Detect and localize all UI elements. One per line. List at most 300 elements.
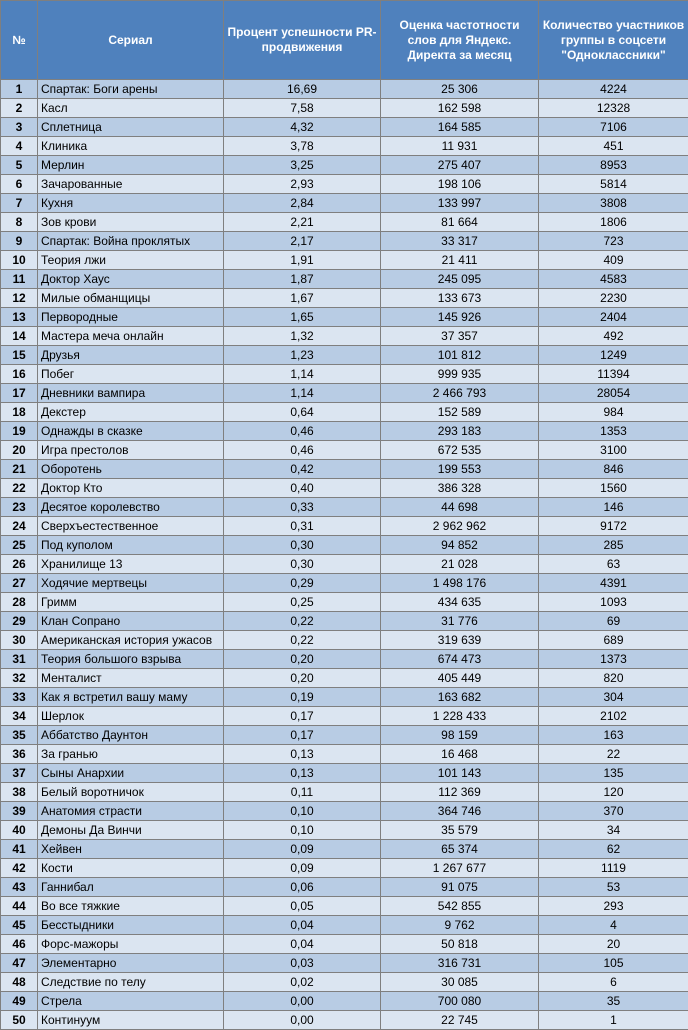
- row-number: 31: [1, 650, 38, 669]
- ok-members: 984: [539, 403, 688, 422]
- table-row: [1, 631, 688, 650]
- pr-percent: 0,04: [224, 916, 381, 935]
- pr-percent: 0,13: [224, 745, 381, 764]
- series-name: Шерлок: [38, 707, 224, 726]
- yandex-frequency: 275 407: [381, 156, 539, 175]
- series-name: Сплетница: [38, 118, 224, 137]
- row-number: 12: [1, 289, 38, 308]
- table-body: [1, 80, 688, 1030]
- series-name: Бесстыдники: [38, 916, 224, 935]
- pr-percent: 0,46: [224, 441, 381, 460]
- series-name: Побег: [38, 365, 224, 384]
- row-number: 4: [1, 137, 38, 156]
- yandex-frequency: 319 639: [381, 631, 539, 650]
- ok-members: 2102: [539, 707, 688, 726]
- ok-members: 20: [539, 935, 688, 954]
- yandex-frequency: 30 085: [381, 973, 539, 992]
- pr-percent: 0,06: [224, 878, 381, 897]
- pr-percent: 1,14: [224, 365, 381, 384]
- series-name: Во все тяжкие: [38, 897, 224, 916]
- pr-percent: 0,31: [224, 517, 381, 536]
- ok-members: 4: [539, 916, 688, 935]
- table-row: [1, 536, 688, 555]
- table-row: [1, 194, 688, 213]
- row-number: 39: [1, 802, 38, 821]
- pr-percent: 0,22: [224, 612, 381, 631]
- yandex-frequency: 1 267 677: [381, 859, 539, 878]
- row-number: 41: [1, 840, 38, 859]
- pr-percent: 2,84: [224, 194, 381, 213]
- row-number: 1: [1, 80, 38, 99]
- pr-percent: 3,78: [224, 137, 381, 156]
- table-row: [1, 384, 688, 403]
- yandex-frequency: 65 374: [381, 840, 539, 859]
- row-number: 46: [1, 935, 38, 954]
- pr-percent: 0,03: [224, 954, 381, 973]
- ok-members: 105: [539, 954, 688, 973]
- yandex-frequency: 11 931: [381, 137, 539, 156]
- yandex-frequency: 44 698: [381, 498, 539, 517]
- table-row: [1, 517, 688, 536]
- series-name: Кухня: [38, 194, 224, 213]
- row-number: 13: [1, 308, 38, 327]
- series-name: Клиника: [38, 137, 224, 156]
- table-row: [1, 346, 688, 365]
- table-row: [1, 783, 688, 802]
- table-row: [1, 308, 688, 327]
- pr-percent: 1,91: [224, 251, 381, 270]
- series-name: Белый воротничок: [38, 783, 224, 802]
- series-name: Однажды в сказке: [38, 422, 224, 441]
- table-row: [1, 555, 688, 574]
- yandex-frequency: 16 468: [381, 745, 539, 764]
- series-name: Доктор Хаус: [38, 270, 224, 289]
- table-row: [1, 764, 688, 783]
- yandex-frequency: 91 075: [381, 878, 539, 897]
- yandex-frequency: 101 143: [381, 764, 539, 783]
- yandex-frequency: 2 962 962: [381, 517, 539, 536]
- row-number: 38: [1, 783, 38, 802]
- pr-percent: 0,10: [224, 821, 381, 840]
- table-row: [1, 973, 688, 992]
- row-number: 28: [1, 593, 38, 612]
- row-number: 6: [1, 175, 38, 194]
- table-row: [1, 593, 688, 612]
- pr-percent: 0,10: [224, 802, 381, 821]
- series-name: Американская история ужасов: [38, 631, 224, 650]
- table-row: [1, 80, 688, 99]
- row-number: 32: [1, 669, 38, 688]
- row-number: 5: [1, 156, 38, 175]
- series-name: Игра престолов: [38, 441, 224, 460]
- ok-members: 409: [539, 251, 688, 270]
- yandex-frequency: 22 745: [381, 1011, 539, 1030]
- table-row: [1, 156, 688, 175]
- series-name: Оборотень: [38, 460, 224, 479]
- table-row: [1, 802, 688, 821]
- pr-percent: 2,21: [224, 213, 381, 232]
- ok-members: 22: [539, 745, 688, 764]
- ok-members: 69: [539, 612, 688, 631]
- series-name: Сыны Анархии: [38, 764, 224, 783]
- ok-members: 4391: [539, 574, 688, 593]
- series-name: Мастера меча онлайн: [38, 327, 224, 346]
- series-name: Ганнибал: [38, 878, 224, 897]
- table-row: [1, 745, 688, 764]
- pr-percent: 0,04: [224, 935, 381, 954]
- table-row: [1, 403, 688, 422]
- ok-members: 1093: [539, 593, 688, 612]
- yandex-frequency: 434 635: [381, 593, 539, 612]
- ok-members: 12328: [539, 99, 688, 118]
- series-name: Декстер: [38, 403, 224, 422]
- yandex-frequency: 163 682: [381, 688, 539, 707]
- ok-members: 135: [539, 764, 688, 783]
- yandex-frequency: 133 997: [381, 194, 539, 213]
- table-row: [1, 118, 688, 137]
- yandex-frequency: 405 449: [381, 669, 539, 688]
- yandex-frequency: 145 926: [381, 308, 539, 327]
- pr-percent: 1,32: [224, 327, 381, 346]
- table-row: [1, 498, 688, 517]
- table-row: [1, 441, 688, 460]
- pr-percent: 0,42: [224, 460, 381, 479]
- table-row: [1, 1011, 688, 1030]
- table-row: [1, 232, 688, 251]
- yandex-frequency: 2 466 793: [381, 384, 539, 403]
- table-row: [1, 707, 688, 726]
- row-number: 29: [1, 612, 38, 631]
- yandex-frequency: 164 585: [381, 118, 539, 137]
- series-name: Менталист: [38, 669, 224, 688]
- table-row: [1, 726, 688, 745]
- row-number: 37: [1, 764, 38, 783]
- series-name: Как я встретил вашу маму: [38, 688, 224, 707]
- series-name: Элементарно: [38, 954, 224, 973]
- row-number: 17: [1, 384, 38, 403]
- yandex-frequency: 672 535: [381, 441, 539, 460]
- series-name: Теория большого взрыва: [38, 650, 224, 669]
- yandex-frequency: 94 852: [381, 536, 539, 555]
- ok-members: 1119: [539, 859, 688, 878]
- ok-members: 120: [539, 783, 688, 802]
- yandex-frequency: 364 746: [381, 802, 539, 821]
- yandex-frequency: 293 183: [381, 422, 539, 441]
- row-number: 26: [1, 555, 38, 574]
- header-pr: Процент успешности PR-продвижения: [224, 1, 381, 80]
- table-row: [1, 251, 688, 270]
- yandex-frequency: 1 498 176: [381, 574, 539, 593]
- row-number: 43: [1, 878, 38, 897]
- series-name: Первородные: [38, 308, 224, 327]
- table-row: [1, 650, 688, 669]
- ok-members: 2404: [539, 308, 688, 327]
- table-row: [1, 878, 688, 897]
- yandex-frequency: 245 095: [381, 270, 539, 289]
- yandex-frequency: 674 473: [381, 650, 539, 669]
- table-row: [1, 213, 688, 232]
- pr-percent: 2,93: [224, 175, 381, 194]
- table-row: [1, 137, 688, 156]
- yandex-frequency: 31 776: [381, 612, 539, 631]
- row-number: 19: [1, 422, 38, 441]
- yandex-frequency: 81 664: [381, 213, 539, 232]
- ok-members: 35: [539, 992, 688, 1011]
- pr-percent: 0,05: [224, 897, 381, 916]
- series-name: Стрела: [38, 992, 224, 1011]
- pr-percent: 1,65: [224, 308, 381, 327]
- table-row: [1, 840, 688, 859]
- ok-members: 293: [539, 897, 688, 916]
- series-name: Континуум: [38, 1011, 224, 1030]
- pr-percent: 0,33: [224, 498, 381, 517]
- series-name: Спартак: Боги арены: [38, 80, 224, 99]
- row-number: 23: [1, 498, 38, 517]
- pr-percent: 0,30: [224, 536, 381, 555]
- row-number: 22: [1, 479, 38, 498]
- series-name: Мерлин: [38, 156, 224, 175]
- table-row: [1, 289, 688, 308]
- series-name: Десятое королевство: [38, 498, 224, 517]
- series-name: Зов крови: [38, 213, 224, 232]
- row-number: 18: [1, 403, 38, 422]
- table-row: [1, 327, 688, 346]
- pr-percent: 0,17: [224, 707, 381, 726]
- yandex-frequency: 199 553: [381, 460, 539, 479]
- pr-percent: 1,67: [224, 289, 381, 308]
- row-number: 49: [1, 992, 38, 1011]
- ok-members: 723: [539, 232, 688, 251]
- pr-percent: 0,22: [224, 631, 381, 650]
- table-row: [1, 916, 688, 935]
- series-name: Теория лжи: [38, 251, 224, 270]
- series-name: Под куполом: [38, 536, 224, 555]
- pr-percent: 0,00: [224, 992, 381, 1011]
- series-name: Друзья: [38, 346, 224, 365]
- pr-percent: 0,29: [224, 574, 381, 593]
- series-name: Дневники вампира: [38, 384, 224, 403]
- ok-members: 492: [539, 327, 688, 346]
- row-number: 35: [1, 726, 38, 745]
- pr-percent: 0,25: [224, 593, 381, 612]
- row-number: 48: [1, 973, 38, 992]
- yandex-frequency: 98 159: [381, 726, 539, 745]
- pr-percent: 0,19: [224, 688, 381, 707]
- table-row: [1, 479, 688, 498]
- series-name: Форс-мажоры: [38, 935, 224, 954]
- ok-members: 63: [539, 555, 688, 574]
- yandex-frequency: 35 579: [381, 821, 539, 840]
- ok-members: 1373: [539, 650, 688, 669]
- row-number: 8: [1, 213, 38, 232]
- ok-members: 62: [539, 840, 688, 859]
- pr-percent: 0,17: [224, 726, 381, 745]
- yandex-frequency: 386 328: [381, 479, 539, 498]
- pr-percent: 0,02: [224, 973, 381, 992]
- yandex-frequency: 21 028: [381, 555, 539, 574]
- pr-percent: 0,13: [224, 764, 381, 783]
- row-number: 2: [1, 99, 38, 118]
- table-row: [1, 821, 688, 840]
- ok-members: 6: [539, 973, 688, 992]
- row-number: 44: [1, 897, 38, 916]
- series-name: Сверхъестественное: [38, 517, 224, 536]
- table-row: [1, 669, 688, 688]
- table-row: [1, 954, 688, 973]
- header-yandex: Оценка частотности слов для Яндекс. Директа за месяц: [381, 1, 539, 80]
- ok-members: 53: [539, 878, 688, 897]
- ok-members: 1353: [539, 422, 688, 441]
- row-number: 45: [1, 916, 38, 935]
- table-row: [1, 365, 688, 384]
- pr-percent: 0,00: [224, 1011, 381, 1030]
- yandex-frequency: 37 357: [381, 327, 539, 346]
- yandex-frequency: 316 731: [381, 954, 539, 973]
- row-number: 7: [1, 194, 38, 213]
- ok-members: 28054: [539, 384, 688, 403]
- table-row: [1, 574, 688, 593]
- ok-members: 304: [539, 688, 688, 707]
- ok-members: 285: [539, 536, 688, 555]
- pr-percent: 1,14: [224, 384, 381, 403]
- yandex-frequency: 112 369: [381, 783, 539, 802]
- header-num: №: [1, 1, 38, 80]
- yandex-frequency: 133 673: [381, 289, 539, 308]
- pr-percent: 0,11: [224, 783, 381, 802]
- ok-members: 820: [539, 669, 688, 688]
- pr-percent: 0,09: [224, 859, 381, 878]
- ok-members: 2230: [539, 289, 688, 308]
- pr-percent: 4,32: [224, 118, 381, 137]
- ok-members: 7106: [539, 118, 688, 137]
- series-name: За гранью: [38, 745, 224, 764]
- ok-members: 1249: [539, 346, 688, 365]
- ok-members: 3100: [539, 441, 688, 460]
- series-name: Касл: [38, 99, 224, 118]
- row-number: 24: [1, 517, 38, 536]
- row-number: 10: [1, 251, 38, 270]
- pr-percent: 7,58: [224, 99, 381, 118]
- pr-percent: 0,30: [224, 555, 381, 574]
- row-number: 30: [1, 631, 38, 650]
- header-ok: Количество участников группы в соцсети "Одноклассники": [539, 1, 688, 80]
- row-number: 34: [1, 707, 38, 726]
- table-row: [1, 422, 688, 441]
- series-name: Клан Сопрано: [38, 612, 224, 631]
- pr-percent: 2,17: [224, 232, 381, 251]
- series-name: Милые обманщицы: [38, 289, 224, 308]
- ok-members: 5814: [539, 175, 688, 194]
- pr-percent: 1,87: [224, 270, 381, 289]
- yandex-frequency: 25 306: [381, 80, 539, 99]
- table-row: [1, 460, 688, 479]
- row-number: 40: [1, 821, 38, 840]
- row-number: 50: [1, 1011, 38, 1030]
- series-name: Анатомия страсти: [38, 802, 224, 821]
- series-name: Гримм: [38, 593, 224, 612]
- pr-percent: 0,64: [224, 403, 381, 422]
- series-name: Хранилище 13: [38, 555, 224, 574]
- yandex-frequency: 33 317: [381, 232, 539, 251]
- pr-percent: 0,20: [224, 650, 381, 669]
- ok-members: 163: [539, 726, 688, 745]
- ok-members: 4224: [539, 80, 688, 99]
- header-series: Сериал: [38, 1, 224, 80]
- table-row: [1, 612, 688, 631]
- row-number: 47: [1, 954, 38, 973]
- row-number: 3: [1, 118, 38, 137]
- table-row: [1, 175, 688, 194]
- pr-percent: 0,09: [224, 840, 381, 859]
- pr-percent: 0,40: [224, 479, 381, 498]
- series-name: Хейвен: [38, 840, 224, 859]
- series-name: Демоны Да Винчи: [38, 821, 224, 840]
- row-number: 21: [1, 460, 38, 479]
- ok-members: 34: [539, 821, 688, 840]
- ok-members: 4583: [539, 270, 688, 289]
- row-number: 27: [1, 574, 38, 593]
- yandex-frequency: 162 598: [381, 99, 539, 118]
- table-row: [1, 992, 688, 1011]
- ok-members: 11394: [539, 365, 688, 384]
- yandex-frequency: 198 106: [381, 175, 539, 194]
- ok-members: 370: [539, 802, 688, 821]
- table-row: [1, 270, 688, 289]
- pr-percent: 0,20: [224, 669, 381, 688]
- table-row: [1, 859, 688, 878]
- series-name: Доктор Кто: [38, 479, 224, 498]
- yandex-frequency: 101 812: [381, 346, 539, 365]
- ok-members: 689: [539, 631, 688, 650]
- row-number: 42: [1, 859, 38, 878]
- row-number: 25: [1, 536, 38, 555]
- yandex-frequency: 152 589: [381, 403, 539, 422]
- pr-percent: 16,69: [224, 80, 381, 99]
- row-number: 36: [1, 745, 38, 764]
- yandex-frequency: 1 228 433: [381, 707, 539, 726]
- ok-members: 3808: [539, 194, 688, 213]
- pr-percent: 1,23: [224, 346, 381, 365]
- header-row: [1, 1, 688, 80]
- ok-members: 846: [539, 460, 688, 479]
- pr-percent: 3,25: [224, 156, 381, 175]
- yandex-frequency: 50 818: [381, 935, 539, 954]
- ok-members: 1806: [539, 213, 688, 232]
- row-number: 11: [1, 270, 38, 289]
- yandex-frequency: 700 080: [381, 992, 539, 1011]
- yandex-frequency: 9 762: [381, 916, 539, 935]
- yandex-frequency: 21 411: [381, 251, 539, 270]
- table-row: [1, 688, 688, 707]
- row-number: 9: [1, 232, 38, 251]
- ok-members: 9172: [539, 517, 688, 536]
- table-row: [1, 897, 688, 916]
- ok-members: 8953: [539, 156, 688, 175]
- series-name: Ходячие мертвецы: [38, 574, 224, 593]
- series-name: Зачарованные: [38, 175, 224, 194]
- series-name: Спартак: Война проклятых: [38, 232, 224, 251]
- row-number: 15: [1, 346, 38, 365]
- series-name: Кости: [38, 859, 224, 878]
- series-name: Аббатство Даунтон: [38, 726, 224, 745]
- table-row: [1, 935, 688, 954]
- ok-members: 1560: [539, 479, 688, 498]
- row-number: 16: [1, 365, 38, 384]
- row-number: 33: [1, 688, 38, 707]
- row-number: 20: [1, 441, 38, 460]
- table-row: [1, 99, 688, 118]
- series-name: Следствие по телу: [38, 973, 224, 992]
